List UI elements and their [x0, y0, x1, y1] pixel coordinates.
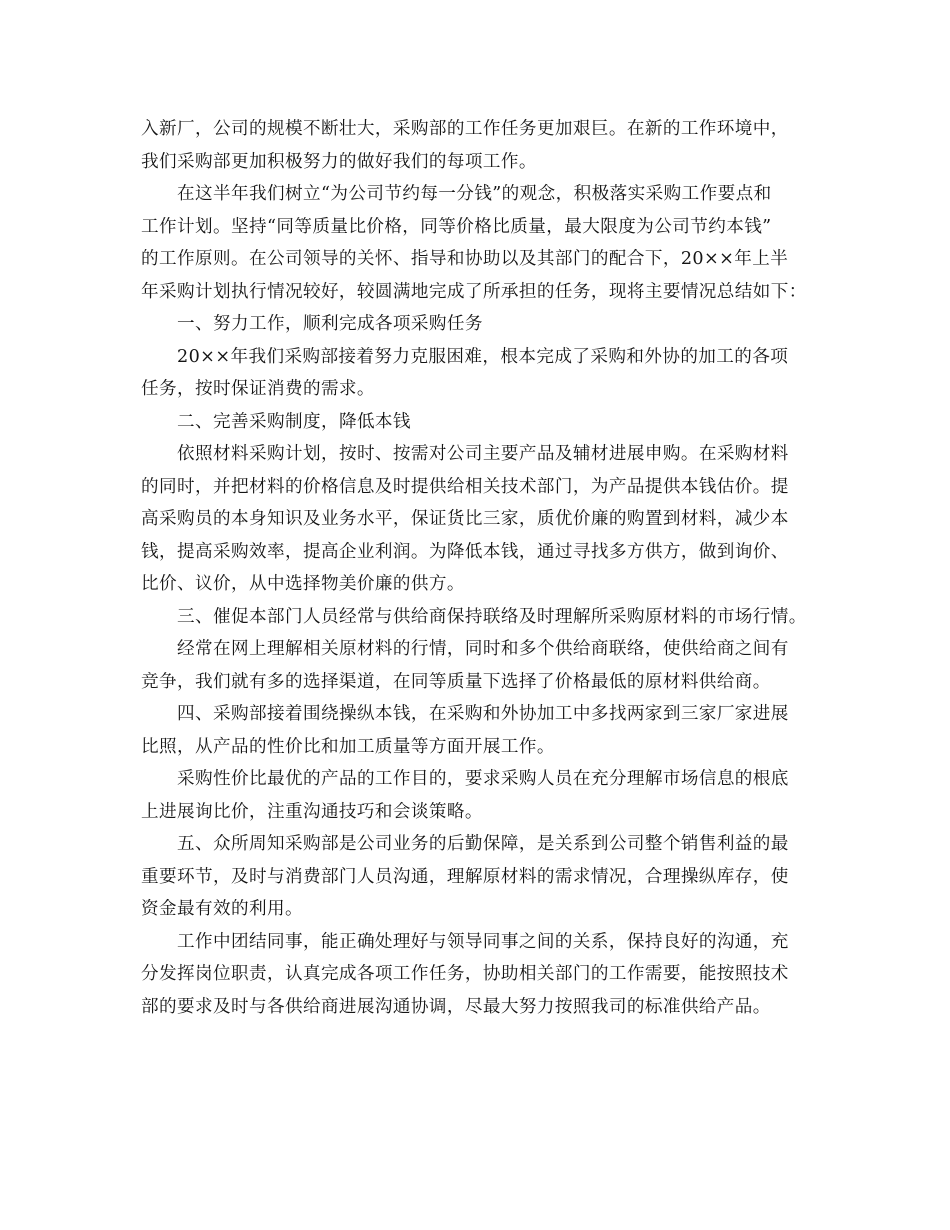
text-line: 比照，从产品的性价比和加工质量等方面开展工作。 — [141, 736, 555, 757]
text-line: 入新厂，公司的规模不断壮大，采购部的工作任务更加艰巨。在新的工作环境中， — [141, 119, 789, 139]
text-line: 高采购员的本身知识及业务水平，保证货比三家，质优价廉的购置到材料，减少本 — [141, 509, 789, 529]
text-line: 依照材料采购计划，按时、按需对公司主要产品及辅材进展申购。在采购材料 — [177, 444, 789, 464]
text-line: 资金最有效的利用。 — [141, 899, 303, 919]
text-line: 上进展询比价，注重沟通技巧和会谈策略。 — [141, 801, 483, 822]
text-line: 任务，按时保证消费的需求。 — [141, 379, 375, 399]
text-line: 我们采购部更加积极努力的做好我们的每项工作。 — [141, 151, 537, 172]
text-line: 采购性价比最优的产品的工作目的，要求采购人员在充分理解市场信息的根底 — [177, 769, 789, 789]
text-line: 的工作原则。在公司领导的关怀、指导和协助以及其部门的配合下，20××年上半 — [141, 249, 789, 269]
text-line: 竞争，我们就有多的选择渠道，在同等质量下选择了价格最低的原材料供给商。 — [141, 671, 771, 692]
text-line: 的同时，并把材料的价格信息及时提供给相关技术部门，为产品提供本钱估价。提 — [141, 476, 789, 497]
text-line: 工作计划。坚持“同等质量比价格，同等价格比质量，最大限度为公司节约本钱” — [141, 216, 772, 237]
text-line: 在这半年我们树立“为公司节约每一分钱”的观念，积极落实采购工作要点和 — [177, 184, 772, 204]
text-line: 四、采购部接着围绕操纵本钱，在采购和外协加工中多找两家到三家厂家进展 — [177, 704, 789, 724]
text-line: 重要环节，及时与消费部门人员沟通，理解原材料的需求情况，合理操纵库存，使 — [141, 866, 789, 887]
text-line: 钱，提高采购效率，提高企业利润。为降低本钱，通过寻找多方供方，做到询价、 — [141, 541, 789, 562]
text-line: 二、完善采购制度，降低本钱 — [177, 411, 411, 432]
text-line: 比价、议价，从中选择物美价廉的供方。 — [141, 574, 465, 594]
text-line: 年采购计划执行情况较好，较圆满地完成了所承担的任务，现将主要情况总结如下： — [141, 281, 807, 302]
text-line: 一、努力工作，顺利完成各项采购任务 — [177, 314, 483, 334]
text-line: 20××年我们采购部接着努力克服困难，根本完成了采购和外协的加工的各项 — [177, 346, 789, 367]
text-line: 经常在网上理解相关原材料的行情，同时和多个供给商联络，使供给商之间有 — [177, 639, 789, 659]
text-line: 五、众所周知采购部是公司业务的后勤保障，是关系到公司整个销售利益的最 — [177, 834, 789, 854]
text-line: 工作中团结同事，能正确处理好与领导同事之间的关系，保持良好的沟通，充 — [177, 931, 789, 952]
text-line: 分发挥岗位职责，认真完成各项工作任务，协助相关部门的工作需要，能按照技术 — [141, 964, 789, 984]
text-line: 部的要求及时与各供给商进展沟通协调，尽最大努力按照我司的标准供给产品。 — [141, 996, 771, 1017]
document-body — [141, 113, 831, 1023]
text-line: 三、催促本部门人员经常与供给商保持联络及时理解所采购原材料的市场行情。 — [177, 606, 807, 627]
